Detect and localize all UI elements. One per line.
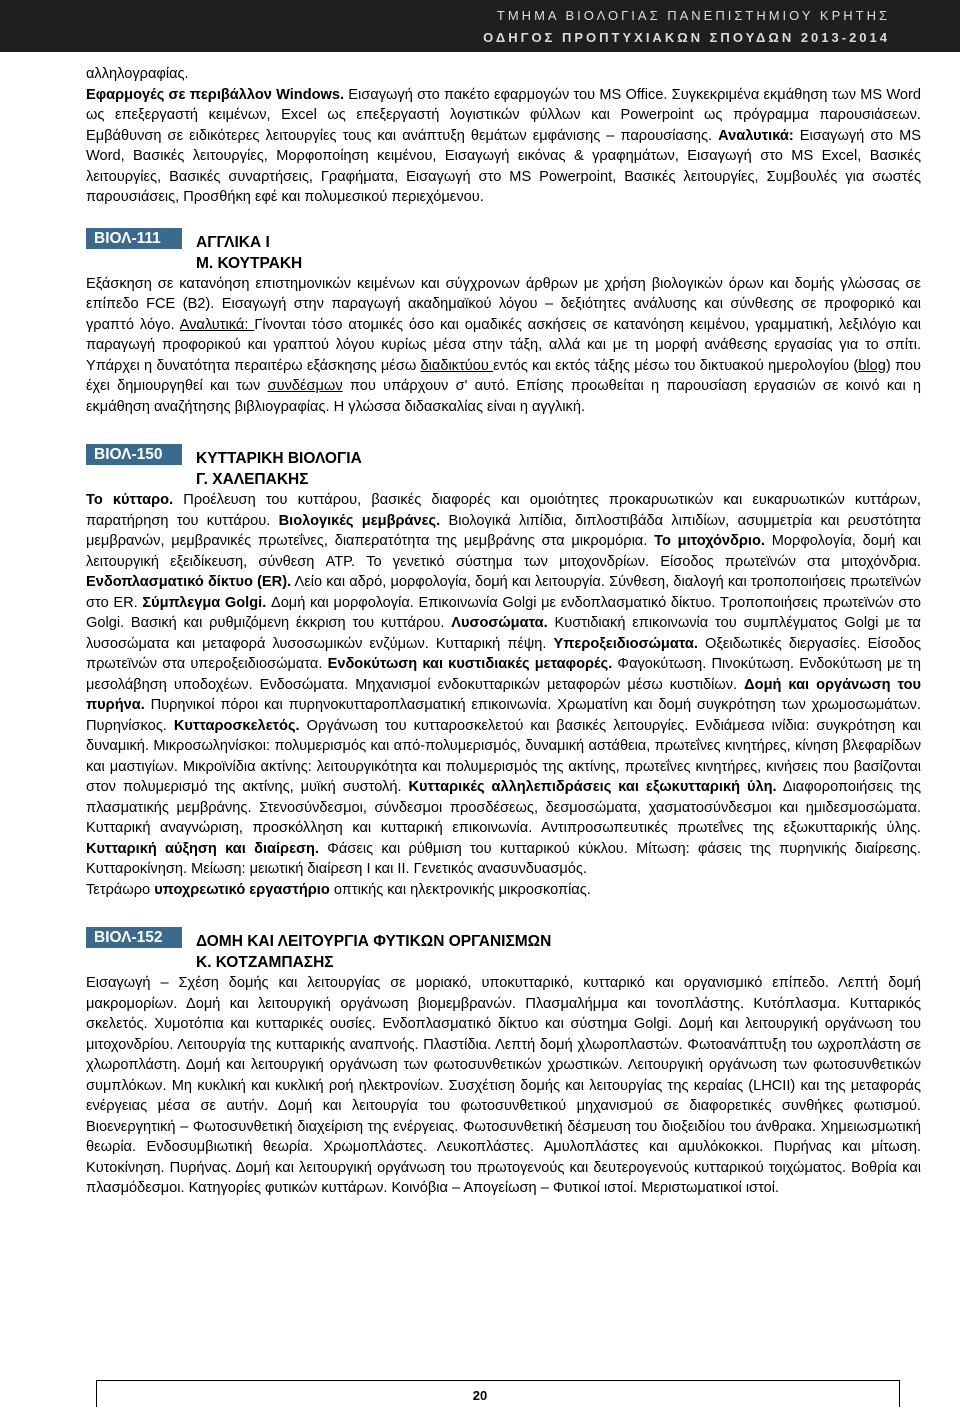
intro-text: αλληλογραφίας. [86,66,189,82]
desc-bold: Κυτταρική αύξηση και διαίρεση. [86,840,319,857]
course-title: ΑΓΓΛΙΚΑ Ι [196,233,270,251]
course-header-150 [86,444,921,469]
desc-bold: Ενδοπλασματικό δίκτυο (ER). [86,574,292,590]
desc-text: Προέλευση του κυττάρου, βασικές διαφορές και ομοιότητες προκαρυωτικών και ευκαρυωτικών κυττάρων, παρατήρηση του κυττάρου. [86,492,921,529]
desc-bold: Κυτταρικές αλληλεπιδράσεις και εξωκυτταρική ύλη. [408,779,777,795]
document-body [86,64,921,1199]
desc-underlined: διαδικτύου [420,357,494,374]
desc-text: Πυρηνικοί πόροι και πυρηνοκυτταροπλασματική επικοινωνία. Χρωματίνη και δομή συγκρότηση των χρωμοσωμάτων. Πυρηνίσκος. [86,697,921,734]
desc-bold: Κυτταροσκελετός. [173,717,300,734]
desc-text: ) που έχει δημιουργηθεί και των [86,357,921,394]
desc-text: Φαγοκύτωση. Πινοκύτωση. Ενδοκύτωση με τη μεσολάβηση υποδοχέων. Ενδοσώματα. Μηχανισμοί ενδοκυτταρικών μεταφορών μέσω κυστιδίων. [86,656,922,693]
desc-text: Κυστιδιακή επικοινωνία του συμπλέγματος Golgi με τα λυσοσώματα και μεταφορά λυσοσωμικών ενζύμων. Κυτταρική πέψη. [86,615,921,652]
desc-underlined: Αναλυτικά: [179,316,255,333]
desc-text: Γίνονται τόσο ατομικές όσο και ομαδικές ασκήσεις σε κατανόηση κειμένου, γραμματική, λεξιλόγιο και παραγωγή προφορικού και γραπτού λόγου κυρίως μέσα στην τάξη, αλλά και με τη μορφή ανάθεσης εργασίας για το σπίτι. Υπάρχει η δυνατότητα περαιτέρω εξάσκησης μέσω [86,316,922,374]
header-department: ΤΜΗΜΑ ΒΙΟΛΟΓΙΑΣ ΠΑΝΕΠΙΣΤΗΜΙΟΥ ΚΡΗΤΗΣ [496,8,890,23]
course-header-111 [86,228,921,253]
desc-bold: Υπεροξειδιοσώματα. [553,635,698,652]
course-description [86,490,921,880]
desc-underlined: blog [858,357,886,374]
desc-text: Οξειδωτικές διεργασίες. Είσοδος πρωτεϊνών στα υπεροξειδιοσώματα. [86,635,921,672]
desc-bold: Το κύτταρο. [86,492,174,508]
desc-text: Οργάνωση του κυτταροσκελετού και βασικές λειτουργίες. Ενδιάμεσα ινίδια: συγκρότηση και δυναμική. Μικροσωληνίσκοι: πολυμερισμός και από-πολυμερισμός, δυναμική αστάθεια, πρωτεΐνες κινητήρες, κίνηση βλεφαρίδων και μαστιγίων. Μικροϊνίδια ακτίνης: λειτουργικότητα και πολυμερισμός της ακτίνης, πρωτεΐνες κινητήρες, κινήσεις που βασίζονται στον πολυμερισμό της ακτίνης, μυϊκή συστολή. [86,717,921,795]
lab-note [86,880,921,901]
desc-bold: Σύμπλεγμα Golgi. [142,594,267,611]
desc-text: οπτικής και ηλεκτρονικής μικροσκοπίας. [329,881,591,898]
desc-text: Δομή και μορφολογία. Επικοινωνία Golgi με ενδοπλασματικό δίκτυο. Τροποποιήσεις πρωτεϊνών στο Golgi. Βασική και ρυθμιζόμενη έκκριση του κυττάρου. [86,594,921,631]
intro-text: Εισαγωγή στο πακέτο εφαρμογών του MS Office. Συγκεκριμένα εκμάθηση των MS Word ως επεξεργαστή κειμένων, Excel ως επεξεργαστή λογιστικών φύλλων και Powerpoint ως πρόγραμμα παρουσιάσεων. Εμβάθυνση σε ειδικότερες λειτουργίες τους και ανάπτυξη θεμάτων εμφάνισης – παρουσίασης. [86,86,921,144]
desc-underlined: συνδέσμων [267,378,343,394]
course-instructor: Κ. ΚΟΤΖΑΜΠΑΣΗΣ [196,954,334,971]
desc-text: Τετράωρο [86,881,155,898]
course-description: Εισαγωγή – Σχέση δομής και λειτουργίας σε μοριακό, υποκυτταρικό, κυτταρικό και οργανισμικό επίπεδο. Λεπτή δομή μακρομορίων. Δομή και λειτουργική οργάνωση βιομεμβρανών. Πλασμαλήμμα και τονοπλάστης. Κυτόπλασμα. Κυτταρικός σκελετός. Χυμοτόπια και κυτταρικές ουσίες. Ενδοπλασματικό δίκτυο και σύστημα Golgi. Δομή και λειτουργική οργάνωση του μιτοχονδρίου. Λειτουργία της κυτταρικής αναπνοής. Πλαστίδια. Λεπτή δομή χλωροπλαστών. Φωτοανάπτυξη του ωχροπλάστη σε χλωροπλάστη. Δομή και λειτουργική οργάνωση των φωτοσυνθετικών χρωστικών. Λειτουργική οργάνωση των φωτοσυνθετικών συμπλόκων. Μη κυκλική και κυκλική ροή ηλεκτρονίων. Συσχέτιση δομής και λειτουργίας της κεραίας (LHCII) και της μεταφοράς ενέργειας μέσα σε αυτήν. Δομή και λειτουργία του φωτοσυνθετικού μηχανισμού σε διαφορετικές συνθήκες φωτισμού. Βιοενεργητική – Φωτοσυνθετική διαχείριση της ενέργειας. Φωτοσυνθετική δέσμευση του διοξειδίου του άνθρακα. Χημειωσμωτική θεωρία. Ενδοσυμβιωτική θεωρία. Χρωμοπλάστες. Λευκοπλάστες. Αμυλοπλάστες και αμυλόκοκκοι. Πυρήνας και μίτωση. Κυτοκίνηση. Πυρήνας. Δομή και λειτουργική οργάνωση του πρωτογενούς και δευτερογενούς κυτταρικού τοιχώματος. Βοθρία και πλασμόδεσμοι. Κατηγορίες φυτικών κυττάρων. Κοινόβια – Απογείωση – Φυτικοί ιστοί. Μεριστωματικοί ιστοί. [86,975,921,1196]
desc-text: εντός και εκτός τάξης μέσω του δικτυακού ημερολογίου ( [493,357,859,374]
course-code-badge: ΒΙΟΛ-150 [86,444,182,465]
desc-bold: Λυσοσώματα. [451,615,548,631]
course-instructor: Μ. ΚΟΥΤΡΑΚΗ [196,254,303,272]
course-instructor: Γ. ΧΑΛΕΠΑΚΗΣ [196,471,309,488]
desc-text: Διαφοροποιήσεις της πλασματικής μεμβράνης. Στενοσύνδεσμοι, σύνδεσμοι προσδέσεως, δεσμοσώματα, χασματοσύνδεσμοι και ημιδεσμοσώματα. Κυτταρική αναγνώριση, προσκόλληση και κυτταρική επικοινωνία. Αντιπροσωπευτικές πρωτεΐνες της εξωκυτταρικής ύλης. [86,779,921,836]
page-header [0,0,960,52]
course-description [86,274,921,418]
desc-text: που υπάρχουν σ' αυτό. Επίσης προωθείται η παρουσίαση εργασιών σε κοινό και η εκμάθηση αναζήτησης βιβλιογραφίας. Η γλώσσα διδασκαλίας είναι η αγγλική. [86,378,922,415]
desc-bold: Βιολογικές μεμβράνες. [278,512,441,529]
course-title: ΔΟΜΗ ΚΑΙ ΛΕΙΤΟΥΡΓΙΑ ΦΥΤΙΚΩΝ ΟΡΓΑΝΙΣΜΩΝ [196,933,552,950]
course-title: ΚΥΤΤΑΡΙΚΗ ΒΙΟΛΟΓΙΑ [196,450,362,467]
desc-bold: Το μιτοχόνδριο. [654,533,765,549]
desc-text: Βιολογικά λιπίδια, διπλοστιβάδα λιπιδίων, ασυμμετρία και ρευστότητα μεμβρανών, μεμβρανικές πρωτεΐνες, διαπερατότητα της μεμβράνης στα μικρομόρια. [86,512,921,549]
course-code-badge: ΒΙΟΛ-111 [86,228,182,249]
desc-text: Φάσεις και ρύθμιση του κυτταρικού κύκλου. Μίτωση: φάσεις της πυρηνικής διαίρεσης. Κυτταροκίνηση. Μείωση: μειωτική διαίρεση I και II. Γενετικός ανασυνδυασμός. [86,840,921,877]
page-number: 20 [472,1388,488,1403]
desc-bold: Δομή και οργάνωση του πυρήνα. [86,676,922,713]
intro-bold: Αναλυτικά: [718,127,794,144]
course-code-badge: ΒΙΟΛ-152 [86,927,182,948]
intro-text: Εισαγωγή στο MS Word, Βασικές λειτουργίες, Μορφοποίηση κειμένου, Εισαγωγή εικόνας & γραφημάτων, Εισαγωγή στο MS Excel, Βασικές λειτουργίες, Βασικές συναρτήσεις, Γραφήματα, Εισαγωγή στο MS Powerpoint, Βασικές λειτουργίες, Συμβουλές για σωστές παρουσιάσεις, Προσθήκη εφέ και πολυμεσικού περιεχόμενου. [86,127,921,205]
intro-bold: Εφαρμογές σε περιβάλλον Windows. [86,86,345,103]
intro-paragraph [86,64,921,208]
desc-bold: υποχρεωτικό εργαστήριο [154,881,330,898]
course-header-152 [86,927,921,952]
desc-bold: Ενδοκύτωση και κυστιδιακές μεταφορές. [327,656,613,672]
desc-text: Λείο και αδρό, μορφολογία, δομή και λειτουργία. Σύνθεση, διαλογή και τροποποιήσεις πρωτεϊνών στο ER. [86,574,921,611]
desc-text: Μορφολογία, δομή και λειτουργική εξειδίκευση, σύνθεση ATP. Το γενετικό σύστημα των μιτοχονδρίων. Είσοδος πρωτεϊνών στα μιτοχόνδρια. [86,533,922,570]
header-guide-title: ΟΔΗΓΟΣ ΠΡΟΠΤΥΧΙΑΚΩΝ ΣΠΟΥΔΩΝ 2013-2014 [483,30,890,45]
desc-text: Εξάσκηση σε κατανόηση επιστημονικών κειμένων και σύγχρονων άρθρων με χρήση βιολογικών όρων και δομής γλώσσας σε επίπεδο FCE (B2). Εισαγωγή στην παραγωγή ακαδημαϊκού λόγου – δεξιότητες ανάλυσης και σύνθεσης σε προφορικό και γραπτό λόγο. [86,275,921,333]
